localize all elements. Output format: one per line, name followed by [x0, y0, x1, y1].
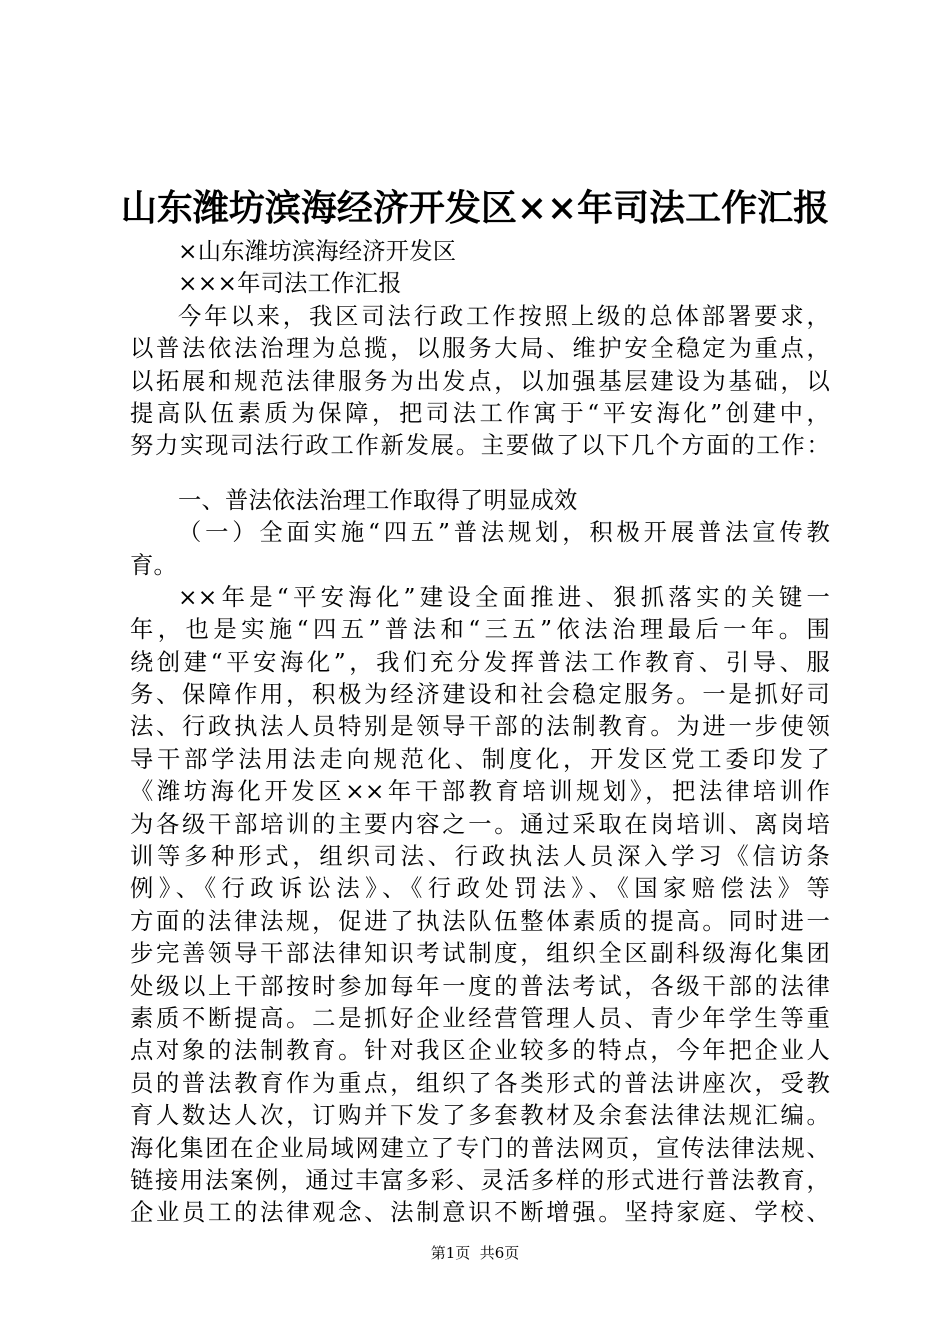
paragraph-line: 员的普法教育作为重点，组织了各类形式的普法讲座次，受教 — [130, 1069, 830, 1097]
subtitle-line: ×山东潍坊滨海经济开发区 — [178, 238, 457, 265]
paragraph-line: 训等多种形式，组织司法、行政执法人员深入学习《信访条 — [130, 843, 830, 871]
section-heading: 一、普法依法治理工作取得了明显成效 — [178, 486, 578, 514]
subsection-heading: 育。 — [130, 551, 177, 579]
paragraph-line: 绕创建“平安海化”，我们充分发挥普法工作教育、引导、服 — [130, 648, 830, 676]
paragraph-line: 今年以来，我区司法行政工作按照上级的总体部署要求， — [178, 302, 830, 330]
paragraph-line: 以拓展和规范法律服务为出发点，以加强基层建设为基础，以 — [130, 367, 830, 395]
paragraph-line: 《潍坊海化开发区××年干部教育培训规划》，把法律培训作 — [130, 778, 830, 806]
paragraph-line: 步完善领导干部法律知识考试制度，组织全区副科级海化集团 — [130, 940, 830, 968]
subsection-heading: （一）全面实施“四五”普法规划，积极开展普法宣传教 — [178, 519, 830, 547]
paragraph-line: 努力实现司法行政工作新发展。主要做了以下几个方面的工作： — [130, 432, 830, 460]
paragraph-line: 提高队伍素质为保障，把司法工作寓于“平安海化”创建中， — [130, 399, 830, 427]
paragraph-line: 育人数达人次，订购并下发了多套教材及余套法律法规汇编。 — [130, 1102, 830, 1130]
paragraph-line: 素质不断提高。二是抓好企业经营管理人员、青少年学生等重 — [130, 1004, 830, 1032]
paragraph-line: 链接用法案例，通过丰富多彩、灵活多样的形式进行普法教育， — [130, 1166, 830, 1194]
paragraph-line: 为各级干部培训的主要内容之一。通过采取在岗培训、离岗培 — [130, 810, 830, 838]
document-title: 山东潍坊滨海经济开发区××年司法工作汇报 — [120, 187, 830, 229]
paragraph-line: 处级以上干部按时参加每年一度的普法考试，各级干部的法律 — [130, 972, 830, 1000]
subtitle-line: ×××年司法工作汇报 — [178, 270, 402, 298]
paragraph-line: 务、保障作用，积极为经济建设和社会稳定服务。一是抓好司 — [130, 681, 830, 709]
paragraph-line: 法、行政执法人员特别是领导干部的法制教育。为进一步使领 — [130, 713, 830, 741]
paragraph-line: 年，也是实施“四五”普法和“三五”依法治理最后一年。围 — [130, 616, 830, 644]
page-number-footer: 第1页 共6页 — [430, 1244, 520, 1262]
paragraph-line: ××年是“平安海化”建设全面推进、狠抓落实的关键一 — [178, 583, 830, 611]
paragraph-line: 例》、《行政诉讼法》、《行政处罚法》、《国家赔偿法》等 — [130, 875, 830, 903]
paragraph-line: 导干部学法用法走向规范化、制度化，开发区党工委印发了 — [130, 745, 830, 773]
document-body — [130, 236, 830, 1230]
paragraph-line: 海化集团在企业局域网建立了专门的普法网页，宣传法律法规、 — [130, 1134, 830, 1162]
paragraph-line: 方面的法律法规，促进了执法队伍整体素质的提高。同时进一 — [130, 907, 830, 935]
paragraph-line: 企业员工的法律观念、法制意识不断增强。坚持家庭、学校、 — [130, 1199, 830, 1227]
paragraph-gap — [130, 463, 830, 485]
paragraph-line: 点对象的法制教育。针对我区企业较多的特点，今年把企业人 — [130, 1037, 830, 1065]
paragraph-line: 以普法依法治理为总揽，以服务大局、维护安全稳定为重点， — [130, 335, 830, 363]
